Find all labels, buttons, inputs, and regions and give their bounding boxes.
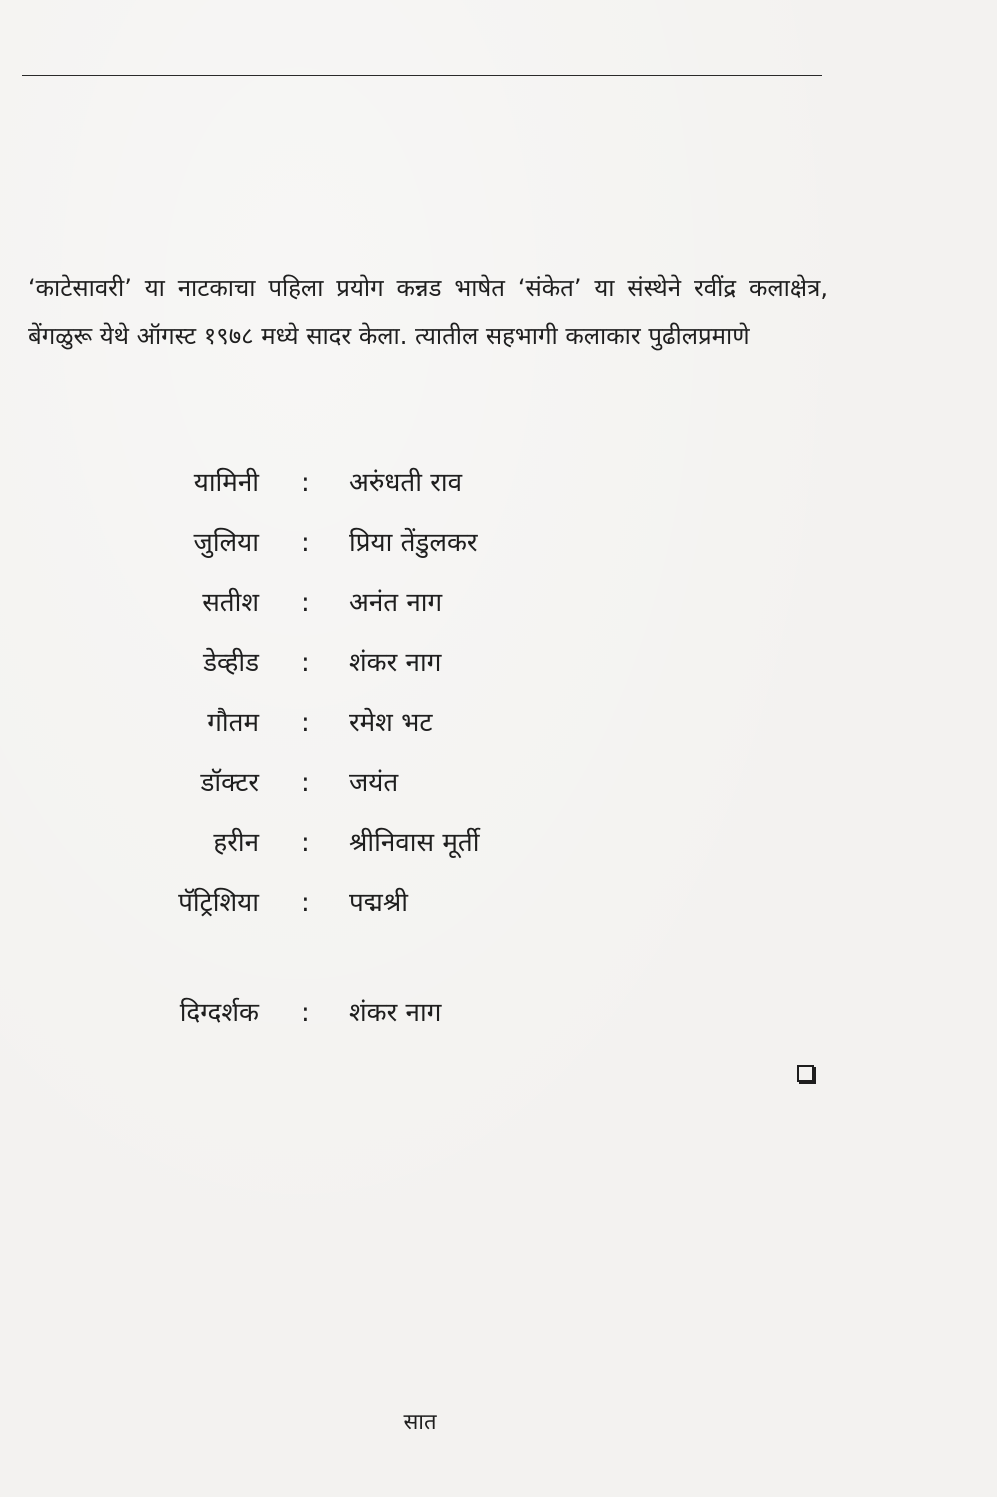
cast-row [0, 698, 997, 748]
cast-row [0, 638, 997, 688]
cast-actor: रमेश भट [349, 708, 433, 738]
intro-paragraph: ‘काटेसावरी’ या नाटकाचा पहिला प्रयोग कन्नड भाषेत ‘संकेत’ या संस्थेने रवींद्र कलाक्षेत्र, बेंगळुरू येथे ऑगस्ट १९७८ मध्ये सादर केला. त्यातील सहभागी कलाकार पुढीलप्रमाणे [28, 274, 828, 350]
cast-separator: : [301, 768, 310, 798]
end-of-section-box-icon [797, 1065, 814, 1082]
cast-role: डॉक्टर [200, 768, 259, 798]
cast-row [0, 758, 997, 808]
cast-actor: अरुंधती राव [349, 468, 463, 498]
cast-actor: पद्मश्री [349, 888, 408, 918]
cast-separator: : [301, 528, 310, 558]
cast-separator: : [301, 828, 310, 858]
cast-separator: : [301, 588, 310, 618]
cast-role: डेव्हीड [203, 648, 259, 678]
cast-row [0, 818, 997, 868]
cast-separator: : [301, 468, 310, 498]
cast-role: जुलिया [193, 528, 259, 558]
top-rule [22, 75, 822, 76]
page-number: सात [403, 1410, 437, 1435]
director-separator: : [301, 998, 310, 1028]
director-row [0, 988, 997, 1038]
cast-role: यामिनी [193, 468, 259, 498]
director-role: दिग्दर्शक [179, 998, 259, 1028]
cast-role: पॅट्रिशिया [178, 888, 259, 918]
cast-role: हरीन [213, 828, 259, 858]
cast-actor: शंकर नाग [349, 648, 442, 678]
cast-separator: : [301, 888, 310, 918]
cast-separator: : [301, 708, 310, 738]
cast-separator: : [301, 648, 310, 678]
cast-actor: अनंत नाग [349, 588, 443, 618]
cast-row [0, 518, 997, 568]
cast-actor: प्रिया तेंडुलकर [349, 528, 478, 558]
director-name: शंकर नाग [349, 998, 442, 1028]
cast-row [0, 578, 997, 628]
cast-role: गौतम [207, 708, 259, 738]
cast-actor: जयंत [349, 768, 399, 798]
cast-actor: श्रीनिवास मूर्ती [349, 828, 480, 858]
cast-role: सतीश [202, 588, 259, 618]
cast-row [0, 458, 997, 508]
cast-row [0, 878, 997, 928]
